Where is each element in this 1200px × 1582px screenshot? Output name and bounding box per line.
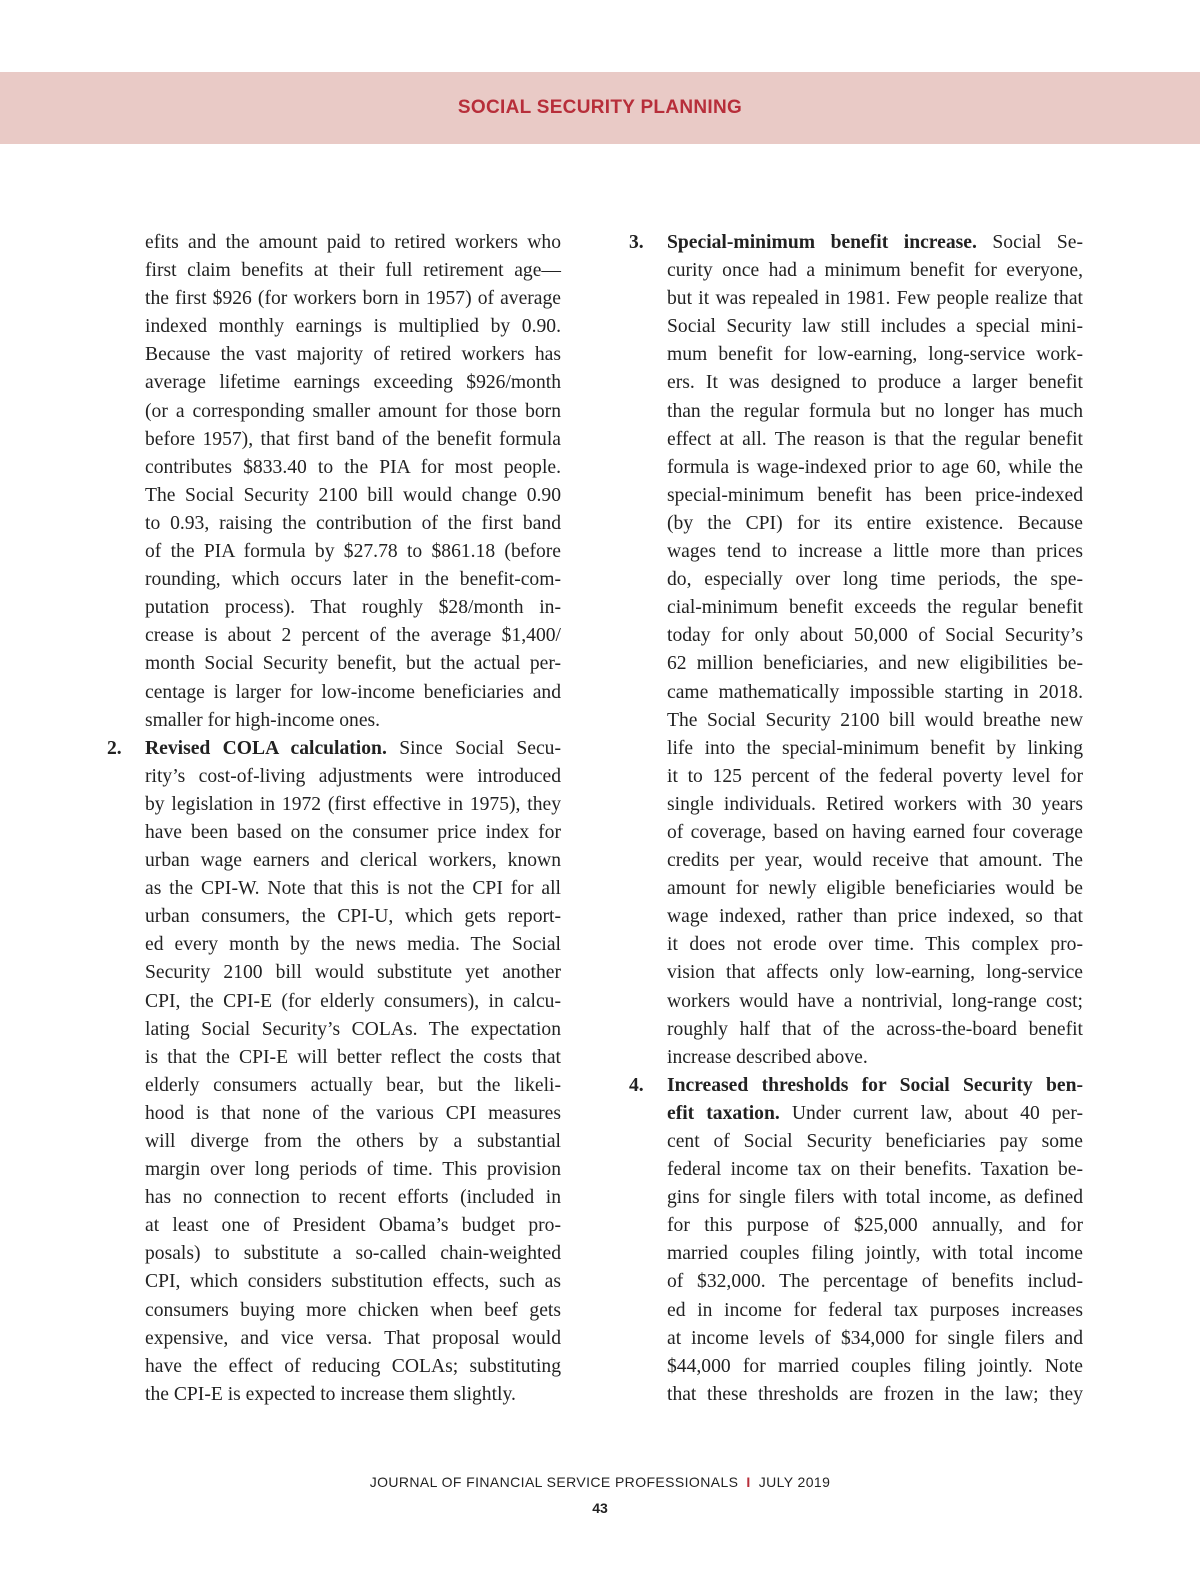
text-line: The Social Security 2100 bill would change 0.90 bbox=[145, 484, 561, 506]
text-line: contributes $833.40 to the PIA for most people. bbox=[145, 456, 561, 478]
text-line: has no connection to recent efforts (included in bbox=[145, 1187, 561, 1209]
list-item-3 bbox=[629, 229, 1083, 1072]
text-line: CPI, which considers substitution effects, such as bbox=[145, 1271, 561, 1293]
list-number: 3. bbox=[629, 232, 644, 253]
text-line: wage indexed, rather than price indexed, so that bbox=[667, 906, 1083, 928]
text-line: average lifetime earnings exceeding $926/month bbox=[145, 372, 561, 394]
text-line: formula is wage-indexed prior to age 60, while the bbox=[667, 456, 1083, 478]
text-line: Because the vast majority of retired workers has bbox=[145, 344, 561, 366]
text-line: do, especially over long time periods, the spe- bbox=[667, 569, 1083, 591]
text-line: amount for newly eligible beneficiaries would be bbox=[667, 878, 1083, 900]
text-line: special-minimum benefit has been price-indexed bbox=[667, 484, 1083, 506]
text-line: increase described above. bbox=[667, 1046, 868, 1068]
text-line: as the CPI-W. Note that this is not the CPI for all bbox=[145, 878, 561, 900]
text-line: it does not erode over time. This complex pro- bbox=[667, 934, 1083, 956]
text-line: posals) to substitute a so-called chain-weighted bbox=[145, 1243, 561, 1265]
text-line: for this purpose of $25,000 annually, and for bbox=[667, 1215, 1083, 1237]
text-line: is that the CPI-E will better reflect the costs that bbox=[145, 1046, 561, 1068]
text-line: first claim benefits at their full retirement age— bbox=[145, 260, 561, 282]
text-line: ers. It was designed to produce a larger benefit bbox=[667, 372, 1083, 394]
text-line: came mathematically impossible starting in 2018. bbox=[667, 681, 1083, 703]
text-line: margin over long periods of time. This provision bbox=[145, 1159, 561, 1181]
text-line: mum benefit for low-earning, long-service work- bbox=[667, 344, 1083, 366]
text-line: before 1957), that first band of the benefit formula bbox=[145, 428, 561, 450]
text-line: centage is larger for low-income beneficiaries and bbox=[145, 681, 561, 703]
text-line: have been based on the consumer price index for bbox=[145, 821, 561, 843]
text-line: wages tend to increase a little more than prices bbox=[667, 541, 1083, 563]
text-line: 62 million beneficiaries, and new eligibilities be- bbox=[667, 653, 1083, 675]
text-line: have the effect of reducing COLAs; substituting bbox=[145, 1355, 561, 1377]
text-line: life into the special-minimum benefit by linking bbox=[667, 737, 1083, 759]
list-item-heading: Revised COLA calculation. bbox=[145, 737, 387, 759]
text-line: elderly consumers actually bear, but the likeli- bbox=[145, 1074, 561, 1096]
text-line: but it was repealed in 1981. Few people realize that bbox=[667, 288, 1083, 310]
list-item-heading-line bbox=[629, 1072, 1083, 1100]
footer-journal bbox=[0, 1474, 1200, 1490]
text-line: smaller for high-income ones. bbox=[145, 709, 381, 731]
text-line: consumers buying more chicken when beef gets bbox=[145, 1299, 561, 1321]
list-item-heading-line bbox=[667, 1100, 1083, 1128]
text-line: that these thresholds are frozen in the law; they bbox=[667, 1383, 1083, 1405]
text-line: than the regular formula but no longer has much bbox=[667, 400, 1083, 422]
text-line: gins for single filers with total income, as defined bbox=[667, 1187, 1083, 1209]
text-line: the first $926 (for workers born in 1957) of average bbox=[145, 288, 561, 310]
list-item-4 bbox=[629, 1072, 1083, 1409]
paragraph-continued bbox=[145, 229, 561, 735]
text-line: expensive, and vice versa. That proposal would bbox=[145, 1327, 561, 1349]
text-line: urban wage earners and clerical workers, known bbox=[145, 850, 561, 872]
issue-date: JULY 2019 bbox=[758, 1474, 831, 1490]
text-line: Social Security law still includes a special mini- bbox=[667, 316, 1083, 338]
list-item-heading: efit taxation. bbox=[667, 1102, 780, 1124]
text-line: at income levels of $34,000 for single filers and bbox=[667, 1327, 1083, 1349]
text-line: cial-minimum benefit exceeds the regular benefit bbox=[667, 597, 1083, 619]
text-line: ed every month by the news media. The Social bbox=[145, 934, 561, 956]
text-line: it to 125 percent of the federal poverty level for bbox=[667, 765, 1083, 787]
text-line: credits per year, would receive that amount. The bbox=[667, 850, 1083, 872]
text-line: workers would have a nontrivial, long-range cost; bbox=[667, 990, 1083, 1012]
section-title: SOCIAL SECURITY PLANNING bbox=[457, 97, 743, 118]
footer-separator: I bbox=[746, 1474, 751, 1490]
text-fragment: Under current law, about 40 per- bbox=[779, 1102, 1083, 1124]
text-line: (by the CPI) for its entire existence. Because bbox=[667, 512, 1083, 534]
text-line: to 0.93, raising the contribution of the first band bbox=[145, 512, 561, 534]
text-line: the CPI-E is expected to increase them slightly. bbox=[145, 1383, 516, 1405]
right-column bbox=[629, 229, 1083, 1409]
text-line: by legislation in 1972 (first effective in 1975), they bbox=[145, 793, 561, 815]
text-line: $44,000 for married couples filing jointly. Note bbox=[667, 1355, 1083, 1377]
journal-name: JOURNAL OF FINANCIAL SERVICE PROFESSIONALS bbox=[369, 1474, 739, 1490]
text-line: effect at all. The reason is that the regular benefit bbox=[667, 428, 1083, 450]
text-line: of $32,000. The percentage of benefits includ- bbox=[667, 1271, 1083, 1293]
text-line: hood is that none of the various CPI measures bbox=[145, 1102, 561, 1124]
text-line: curity once had a minimum benefit for everyone, bbox=[667, 260, 1083, 282]
text-line: single individuals. Retired workers with 30 years bbox=[667, 793, 1083, 815]
text-line: indexed monthly earnings is multiplied by 0.90. bbox=[145, 316, 561, 338]
text-line: married couples filing jointly, with total income bbox=[667, 1243, 1083, 1265]
text-line: month Social Security benefit, but the actual per- bbox=[145, 653, 561, 675]
text-fragment: Social Se- bbox=[976, 232, 1083, 253]
text-line: ed in income for federal tax purposes increases bbox=[667, 1299, 1083, 1321]
list-item-heading: Increased thresholds for Social Security ben- bbox=[667, 1074, 1083, 1096]
left-column bbox=[107, 229, 561, 1409]
page-number: 43 bbox=[592, 1500, 608, 1516]
text-line: putation process). That roughly $28/month in- bbox=[145, 597, 561, 619]
list-item-heading: Special-minimum benefit increase. bbox=[667, 232, 977, 253]
text-line: will diverge from the others by a substantial bbox=[145, 1131, 561, 1152]
text-line: (or a corresponding smaller amount for those born bbox=[145, 400, 561, 422]
list-number: 4. bbox=[629, 1074, 644, 1096]
list-number: 2. bbox=[107, 737, 122, 759]
text-line: rounding, which occurs later in the benefit-com- bbox=[145, 569, 561, 591]
text-line: rity’s cost-of-living adjustments were introduced bbox=[145, 765, 561, 787]
text-fragment: Since Social Secu- bbox=[386, 737, 561, 759]
text-line: urban consumers, the CPI-U, which gets report- bbox=[145, 906, 561, 928]
text-line: Security 2100 bill would substitute yet another bbox=[145, 962, 561, 984]
text-line: of coverage, based on having earned four coverage bbox=[667, 821, 1083, 843]
text-line: vision that affects only low-earning, long-service bbox=[667, 962, 1083, 984]
text-line: lating Social Security’s COLAs. The expectation bbox=[145, 1018, 561, 1040]
text-line: crease is about 2 percent of the average $1,400/ bbox=[145, 625, 561, 647]
text-line: roughly half that of the across-the-board benefit bbox=[667, 1018, 1083, 1040]
text-line: efits and the amount paid to retired workers who bbox=[145, 232, 561, 253]
text-line: at least one of President Obama’s budget pro- bbox=[145, 1215, 561, 1237]
list-item-heading-line bbox=[629, 229, 1083, 257]
list-item-heading-line bbox=[107, 735, 561, 763]
text-line: federal income tax on their benefits. Taxation be- bbox=[667, 1159, 1083, 1181]
text-line: The Social Security 2100 bill would breathe new bbox=[667, 709, 1083, 731]
text-line: cent of Social Security beneficiaries pay some bbox=[667, 1131, 1083, 1152]
text-line: CPI, the CPI-E (for elderly consumers), in calcu- bbox=[145, 990, 561, 1012]
text-line: today for only about 50,000 of Social Security’s bbox=[667, 625, 1083, 647]
list-item-2 bbox=[107, 735, 561, 1409]
text-line: of the PIA formula by $27.78 to $861.18 (before bbox=[145, 541, 561, 563]
